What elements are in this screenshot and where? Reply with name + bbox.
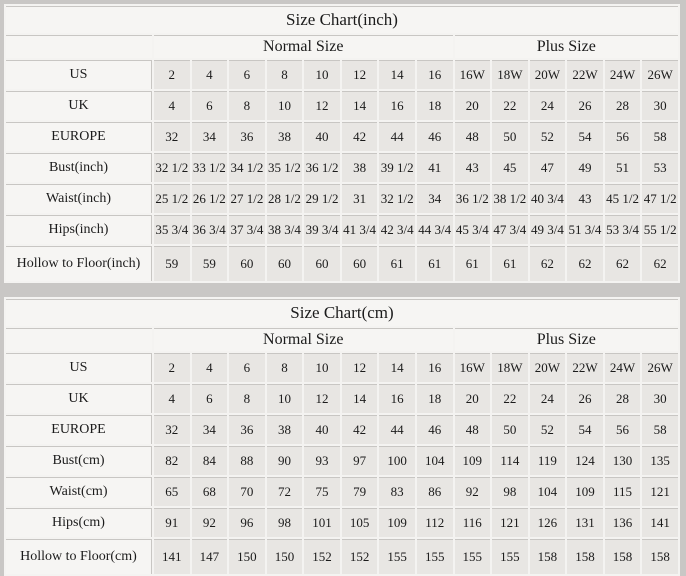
size-value-cell: 92 (455, 477, 491, 506)
row-label: Bust(cm) (6, 446, 152, 475)
size-value-cell: 62 (642, 246, 678, 281)
size-value-cell: 50 (492, 122, 528, 151)
row-label: UK (6, 384, 152, 413)
size-value-cell: 54 (567, 122, 603, 151)
size-value-cell: 152 (304, 539, 340, 574)
size-value-cell: 83 (379, 477, 415, 506)
size-value-cell: 147 (192, 539, 228, 574)
size-value-cell: 38 (267, 415, 303, 444)
size-value-cell: 136 (605, 508, 641, 537)
size-value-cell: 121 (492, 508, 528, 537)
size-value-cell: 45 (492, 153, 528, 182)
size-value-cell: 34 1/2 (229, 153, 265, 182)
size-value-cell: 155 (417, 539, 453, 574)
size-value-cell: 34 (417, 184, 453, 213)
row-label: EUROPE (6, 415, 152, 444)
size-value-cell: 90 (267, 446, 303, 475)
size-value-cell: 43 (455, 153, 491, 182)
size-value-cell: 97 (342, 446, 378, 475)
size-value-cell: 34 (192, 122, 228, 151)
size-value-cell: 91 (154, 508, 190, 537)
size-value-cell: 114 (492, 446, 528, 475)
table-title: Size Chart(inch) (6, 6, 678, 33)
row-label: Waist(inch) (6, 184, 152, 213)
size-value-cell: 51 3/4 (567, 215, 603, 244)
size-value-cell: 100 (379, 446, 415, 475)
size-value-cell: 84 (192, 446, 228, 475)
size-row (6, 477, 678, 506)
size-value-cell: 16 (417, 353, 453, 382)
size-value-cell: 14 (379, 353, 415, 382)
row-label: Bust(inch) (6, 153, 152, 182)
size-value-cell: 39 1/2 (379, 153, 415, 182)
size-value-cell: 12 (342, 353, 378, 382)
size-value-cell: 41 3/4 (342, 215, 378, 244)
size-value-cell: 43 (567, 184, 603, 213)
size-value-cell: 98 (267, 508, 303, 537)
size-value-cell: 20 (455, 91, 491, 120)
size-value-cell: 32 1/2 (154, 153, 190, 182)
size-row (6, 153, 678, 182)
size-value-cell: 38 (267, 122, 303, 151)
size-value-cell: 36 (229, 415, 265, 444)
size-value-cell: 38 3/4 (267, 215, 303, 244)
size-value-cell: 20W (530, 353, 566, 382)
size-value-cell: 22W (567, 353, 603, 382)
table-gap (4, 283, 680, 297)
size-value-cell: 45 3/4 (455, 215, 491, 244)
size-value-cell: 12 (304, 384, 340, 413)
size-value-cell: 53 (642, 153, 678, 182)
size-row (6, 122, 678, 151)
size-value-cell: 56 (605, 122, 641, 151)
size-value-cell: 59 (154, 246, 190, 281)
size-value-cell: 158 (642, 539, 678, 574)
size-value-cell: 12 (304, 91, 340, 120)
size-value-cell: 104 (417, 446, 453, 475)
size-value-cell: 8 (229, 91, 265, 120)
size-value-cell: 56 (605, 415, 641, 444)
size-value-cell: 116 (455, 508, 491, 537)
row-label: US (6, 60, 152, 89)
size-value-cell: 155 (379, 539, 415, 574)
size-value-cell: 62 (530, 246, 566, 281)
size-value-cell: 12 (342, 60, 378, 89)
size-value-cell: 65 (154, 477, 190, 506)
size-value-cell: 32 (154, 415, 190, 444)
size-value-cell: 141 (642, 508, 678, 537)
size-value-cell: 36 3/4 (192, 215, 228, 244)
size-value-cell: 26 1/2 (192, 184, 228, 213)
size-row (6, 60, 678, 89)
size-chart-inch-table (4, 4, 680, 283)
size-value-cell: 135 (642, 446, 678, 475)
size-value-cell: 44 3/4 (417, 215, 453, 244)
size-value-cell: 60 (304, 246, 340, 281)
size-value-cell: 61 (417, 246, 453, 281)
size-chart-cm-table (4, 297, 680, 576)
size-value-cell: 68 (192, 477, 228, 506)
size-value-cell: 48 (455, 415, 491, 444)
size-value-cell: 86 (417, 477, 453, 506)
size-value-cell: 36 (229, 122, 265, 151)
size-value-cell: 42 (342, 122, 378, 151)
size-value-cell: 6 (192, 91, 228, 120)
size-value-cell: 38 1/2 (492, 184, 528, 213)
size-value-cell: 24W (605, 353, 641, 382)
size-value-cell: 45 1/2 (605, 184, 641, 213)
size-value-cell: 155 (492, 539, 528, 574)
size-value-cell: 25 1/2 (154, 184, 190, 213)
size-value-cell: 75 (304, 477, 340, 506)
size-value-cell: 2 (154, 353, 190, 382)
size-value-cell: 158 (567, 539, 603, 574)
size-value-cell: 4 (192, 60, 228, 89)
row-label: Hips(inch) (6, 215, 152, 244)
size-value-cell: 4 (154, 384, 190, 413)
size-value-cell: 32 1/2 (379, 184, 415, 213)
size-value-cell: 158 (530, 539, 566, 574)
size-value-cell: 34 (192, 415, 228, 444)
size-value-cell: 52 (530, 122, 566, 151)
size-value-cell: 101 (304, 508, 340, 537)
size-value-cell: 36 1/2 (455, 184, 491, 213)
size-value-cell: 10 (304, 353, 340, 382)
size-value-cell: 35 1/2 (267, 153, 303, 182)
size-value-cell: 52 (530, 415, 566, 444)
size-value-cell: 49 3/4 (530, 215, 566, 244)
size-value-cell: 79 (342, 477, 378, 506)
size-value-cell: 48 (455, 122, 491, 151)
size-value-cell: 131 (567, 508, 603, 537)
size-value-cell: 61 (455, 246, 491, 281)
row-label: Hollow to Floor(inch) (6, 246, 152, 281)
size-value-cell: 26 (567, 91, 603, 120)
size-value-cell: 28 1/2 (267, 184, 303, 213)
column-group-header: Normal Size (154, 328, 453, 351)
size-value-cell: 24 (530, 384, 566, 413)
size-row (6, 184, 678, 213)
size-value-cell: 18W (492, 353, 528, 382)
size-value-cell: 40 (304, 122, 340, 151)
size-value-cell: 41 (417, 153, 453, 182)
size-value-cell: 33 1/2 (192, 153, 228, 182)
size-value-cell: 112 (417, 508, 453, 537)
size-value-cell: 72 (267, 477, 303, 506)
size-value-cell: 46 (417, 415, 453, 444)
size-value-cell: 36 1/2 (304, 153, 340, 182)
size-value-cell: 70 (229, 477, 265, 506)
size-value-cell: 42 3/4 (379, 215, 415, 244)
size-value-cell: 10 (304, 60, 340, 89)
size-value-cell: 16 (417, 60, 453, 89)
size-value-cell: 82 (154, 446, 190, 475)
size-value-cell: 20 (455, 384, 491, 413)
size-value-cell: 26W (642, 353, 678, 382)
size-value-cell: 35 3/4 (154, 215, 190, 244)
size-value-cell: 22 (492, 384, 528, 413)
size-value-cell: 109 (567, 477, 603, 506)
row-label: Hollow to Floor(cm) (6, 539, 152, 574)
column-group-header: Normal Size (154, 35, 453, 58)
size-value-cell: 49 (567, 153, 603, 182)
size-value-cell: 104 (530, 477, 566, 506)
size-value-cell: 28 (605, 91, 641, 120)
size-value-cell: 58 (642, 415, 678, 444)
size-value-cell: 54 (567, 415, 603, 444)
size-value-cell: 22W (567, 60, 603, 89)
size-row (6, 384, 678, 413)
size-value-cell: 30 (642, 384, 678, 413)
size-value-cell: 53 3/4 (605, 215, 641, 244)
size-value-cell: 10 (267, 91, 303, 120)
size-value-cell: 98 (492, 477, 528, 506)
size-value-cell: 119 (530, 446, 566, 475)
column-group-header: Plus Size (455, 328, 679, 351)
size-value-cell: 8 (229, 384, 265, 413)
size-value-cell: 130 (605, 446, 641, 475)
size-value-cell: 150 (229, 539, 265, 574)
size-value-cell: 8 (267, 353, 303, 382)
size-value-cell: 22 (492, 91, 528, 120)
size-value-cell: 14 (342, 384, 378, 413)
size-value-cell: 44 (379, 122, 415, 151)
size-value-cell: 8 (267, 60, 303, 89)
size-row (6, 353, 678, 382)
size-value-cell: 126 (530, 508, 566, 537)
size-value-cell: 38 (342, 153, 378, 182)
size-value-cell: 14 (342, 91, 378, 120)
size-row (6, 91, 678, 120)
table-title: Size Chart(cm) (6, 299, 678, 326)
size-value-cell: 105 (342, 508, 378, 537)
size-row (6, 539, 678, 574)
size-value-cell: 92 (192, 508, 228, 537)
size-row (6, 246, 678, 281)
size-value-cell: 39 3/4 (304, 215, 340, 244)
size-value-cell: 109 (379, 508, 415, 537)
size-value-cell: 16 (379, 91, 415, 120)
size-value-cell: 115 (605, 477, 641, 506)
row-label: Hips(cm) (6, 508, 152, 537)
size-value-cell: 2 (154, 60, 190, 89)
size-value-cell: 46 (417, 122, 453, 151)
size-value-cell: 62 (567, 246, 603, 281)
size-value-cell: 124 (567, 446, 603, 475)
corner-cell (6, 35, 152, 58)
row-label: Waist(cm) (6, 477, 152, 506)
size-value-cell: 27 1/2 (229, 184, 265, 213)
row-label: EUROPE (6, 122, 152, 151)
size-value-cell: 62 (605, 246, 641, 281)
size-value-cell: 16W (455, 60, 491, 89)
size-row (6, 415, 678, 444)
size-value-cell: 55 1/2 (642, 215, 678, 244)
size-row (6, 215, 678, 244)
size-value-cell: 6 (229, 353, 265, 382)
row-label: UK (6, 91, 152, 120)
size-value-cell: 42 (342, 415, 378, 444)
size-value-cell: 61 (379, 246, 415, 281)
size-value-cell: 18W (492, 60, 528, 89)
size-row (6, 508, 678, 537)
size-value-cell: 47 3/4 (492, 215, 528, 244)
size-value-cell: 20W (530, 60, 566, 89)
size-value-cell: 44 (379, 415, 415, 444)
size-value-cell: 40 (304, 415, 340, 444)
size-value-cell: 158 (605, 539, 641, 574)
row-label: US (6, 353, 152, 382)
size-value-cell: 109 (455, 446, 491, 475)
size-value-cell: 60 (342, 246, 378, 281)
size-value-cell: 4 (154, 91, 190, 120)
size-value-cell: 88 (229, 446, 265, 475)
size-value-cell: 59 (192, 246, 228, 281)
size-value-cell: 31 (342, 184, 378, 213)
size-value-cell: 121 (642, 477, 678, 506)
size-value-cell: 4 (192, 353, 228, 382)
size-value-cell: 26W (642, 60, 678, 89)
column-group-header: Plus Size (455, 35, 679, 58)
size-value-cell: 28 (605, 384, 641, 413)
size-value-cell: 29 1/2 (304, 184, 340, 213)
size-value-cell: 26 (567, 384, 603, 413)
size-value-cell: 96 (229, 508, 265, 537)
size-value-cell: 37 3/4 (229, 215, 265, 244)
size-value-cell: 93 (304, 446, 340, 475)
size-value-cell: 10 (267, 384, 303, 413)
size-value-cell: 24 (530, 91, 566, 120)
size-value-cell: 152 (342, 539, 378, 574)
size-value-cell: 155 (455, 539, 491, 574)
size-value-cell: 61 (492, 246, 528, 281)
size-value-cell: 60 (267, 246, 303, 281)
size-value-cell: 47 (530, 153, 566, 182)
size-value-cell: 150 (267, 539, 303, 574)
size-value-cell: 50 (492, 415, 528, 444)
size-value-cell: 18 (417, 384, 453, 413)
size-value-cell: 16 (379, 384, 415, 413)
size-value-cell: 6 (192, 384, 228, 413)
size-value-cell: 6 (229, 60, 265, 89)
size-value-cell: 141 (154, 539, 190, 574)
size-value-cell: 40 3/4 (530, 184, 566, 213)
size-value-cell: 60 (229, 246, 265, 281)
size-value-cell: 51 (605, 153, 641, 182)
size-row (6, 446, 678, 475)
size-value-cell: 16W (455, 353, 491, 382)
size-value-cell: 14 (379, 60, 415, 89)
size-value-cell: 32 (154, 122, 190, 151)
size-value-cell: 24W (605, 60, 641, 89)
size-value-cell: 30 (642, 91, 678, 120)
size-value-cell: 47 1/2 (642, 184, 678, 213)
size-value-cell: 58 (642, 122, 678, 151)
corner-cell (6, 328, 152, 351)
size-value-cell: 18 (417, 91, 453, 120)
